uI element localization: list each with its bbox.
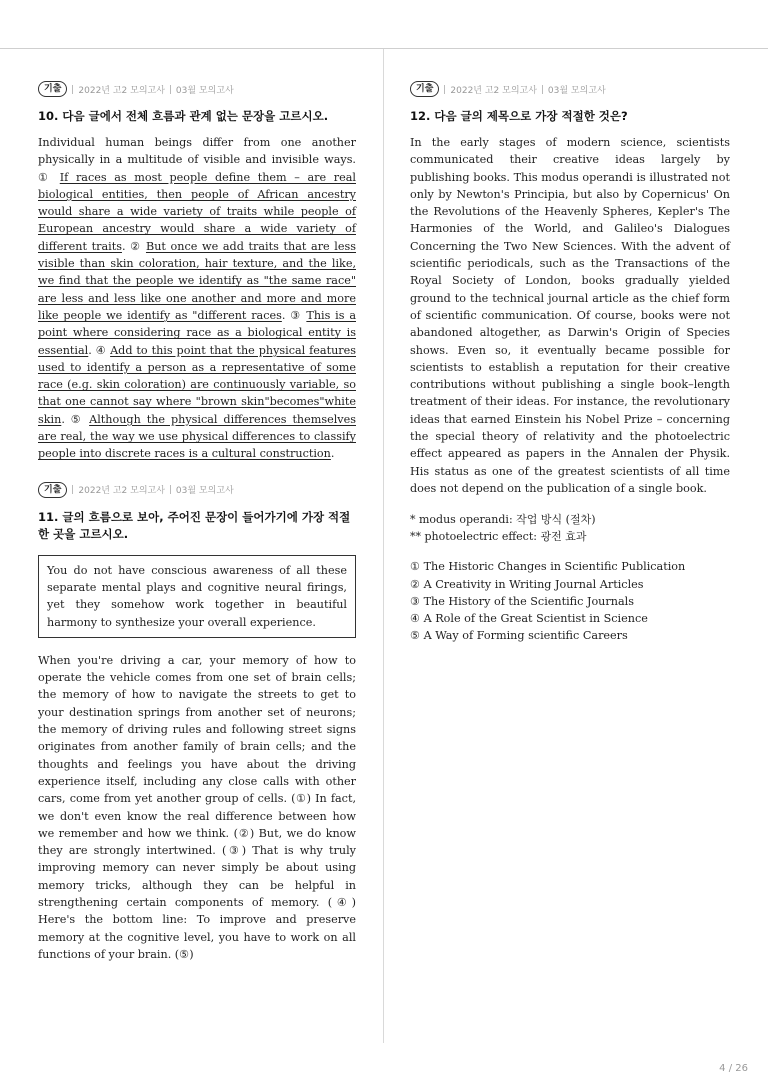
question-title: 11. 글의 흐름으로 보아, 주어진 문장이 들어가기에 가장 적절한 곳을 고르시오. — [38, 509, 351, 541]
answer-option-5[interactable]: ⑤ A Way of Forming scientific Careers — [410, 629, 628, 643]
question-source-row — [38, 80, 356, 98]
question-12 — [410, 80, 730, 645]
sentence-end: . ⑤ — [61, 412, 90, 426]
separator — [72, 485, 73, 494]
underlined-sentence-5: Although the physical differences themselves are real, the way we use physical differences to classify people into discrete races is a cultural construction — [38, 412, 356, 461]
sentence-end: . ② — [121, 239, 146, 253]
exam-month: 03월 모의고사 — [175, 85, 234, 96]
separator — [542, 85, 543, 94]
footnotes — [410, 511, 730, 545]
header-rule — [0, 48, 768, 49]
sentence-end: . ④ — [88, 343, 111, 357]
given-sentence-box: You do not have conscious awareness of all these separate mental plays and cognitive neural firings, yet they somehow work together in beautiful harmony to synthesize your overall experience. — [38, 555, 356, 638]
underlined-sentence-4: Add to this point that the physical features used to identify a person as a representative of some race (e.g. skin coloration) are continuously variable, so that one cannot say where "brown skin"becomes"white skin — [38, 343, 356, 426]
sentence-end: . — [330, 447, 335, 461]
page-number: 4 / 26 — [719, 1063, 748, 1074]
column-divider — [383, 49, 384, 1043]
footnote: ** photoelectric effect: 광전 효과 — [410, 530, 587, 544]
exam-month: 03월 모의고사 — [175, 486, 234, 497]
answer-option-2[interactable]: ② A Creativity in Writing Journal Articles — [410, 577, 644, 591]
left-column — [38, 80, 356, 963]
question-title: 12. 다음 글의 제목으로 가장 적절한 것은? — [410, 109, 628, 123]
answer-options — [410, 558, 730, 644]
question-passage — [38, 134, 356, 463]
question-passage: When you're driving a car, your memory of how to operate the vehicle comes from one set of brain cells; the memory of how to navigate the streets to get to your destination springs from another set of neurons; the memory of driving rules and following street signs originates from another family of brain cells; and the thoughts and feelings you have about the driving experience itself, including any close calls with other cars, come from yet another group of cells. (①) In fact, we don't even know the real difference between how we remember and how we think. (②) But, we do know they are strongly intertwined. (③) That is why truly improving memory can never simply be about using memory tricks, although they can be helpful in strengthening certain components of memory. (④) Here's the bottom line: To improve and preserve memory at the cognitive level, you have to work on all functions of your brain. (⑤) — [38, 653, 356, 961]
past-exam-badge: 기출 — [410, 81, 439, 97]
past-exam-badge: 기출 — [38, 81, 67, 97]
footnote: * modus operandi: 작업 방식 (절차) — [410, 513, 596, 527]
underlined-sentence-2: But once we add traits that are less visible than skin coloration, hair texture, and the like, we find that the people we identify as "the same race" are less and less like one another and more and more like people we identify as "different races — [38, 239, 356, 322]
separator — [170, 85, 171, 94]
exam-month: 03월 모의고사 — [547, 85, 606, 96]
underlined-sentence-3: This is a point where considering race as a biological entity is essential — [38, 308, 356, 357]
question-source-row — [38, 481, 356, 499]
passage-intro: Individual human beings differ from one another physically in a multitude of visible and invisible ways. ① — [38, 136, 356, 184]
underlined-sentence-1: If races as most people define them – are real biological entities, then people of African ancestry would share a wide variety of traits while people of European ancestry would share a wide variety of different traits — [38, 170, 356, 253]
sentence-end: . ③ — [281, 308, 307, 322]
answer-option-3[interactable]: ③ The History of the Scientific Journals — [410, 594, 634, 608]
question-11 — [38, 481, 356, 964]
question-source-row — [410, 80, 730, 98]
separator — [170, 485, 171, 494]
past-exam-badge: 기출 — [38, 482, 67, 498]
question-10 — [38, 80, 356, 463]
question-title: 10. 다음 글에서 전체 흐름과 관계 없는 문장을 고르시오. — [38, 109, 329, 123]
exam-year: 2022년 고2 모의고사 — [78, 486, 165, 497]
answer-option-4[interactable]: ④ A Role of the Great Scientist in Science — [410, 612, 648, 626]
separator — [72, 85, 73, 94]
exam-year: 2022년 고2 모의고사 — [450, 85, 537, 96]
right-column — [410, 80, 730, 645]
answer-option-1[interactable]: ① The Historic Changes in Scientific Publication — [410, 560, 686, 574]
exam-year: 2022년 고2 모의고사 — [78, 85, 165, 96]
question-passage: In the early stages of modern science, scientists communicated their creative ideas largely by publishing books. This modus operandi is illustrated not only by Newton's Principia, but also by Copernicus' On the Revolutions of the Heavenly Spheres, Kepler's The Harmonies of the World, and Galileo's Dialogues Concerning the Two New Sciences. With the advent of scientific periodicals, such as the Transactions of the Royal Society of London, books gradually yielded ground to the technical journal article as the chief form of scientific communication. Of course, books were not abandoned altogether, as Darwin's Origin of Species shows. Even so, it eventually became possible for scientists to establish a reputation for their creative contributions without publishing a single book–length treatment of their ideas. For instance, the revolutionary ideas that earned Einstein his Nobel Prize – concerning the special theory of relativity and the photoelectric effect appeared as papers in the Annalen der Physik. His status as one of the greatest scientists of all time does not depend on the publication of a single book. — [410, 136, 730, 495]
separator — [444, 85, 445, 94]
